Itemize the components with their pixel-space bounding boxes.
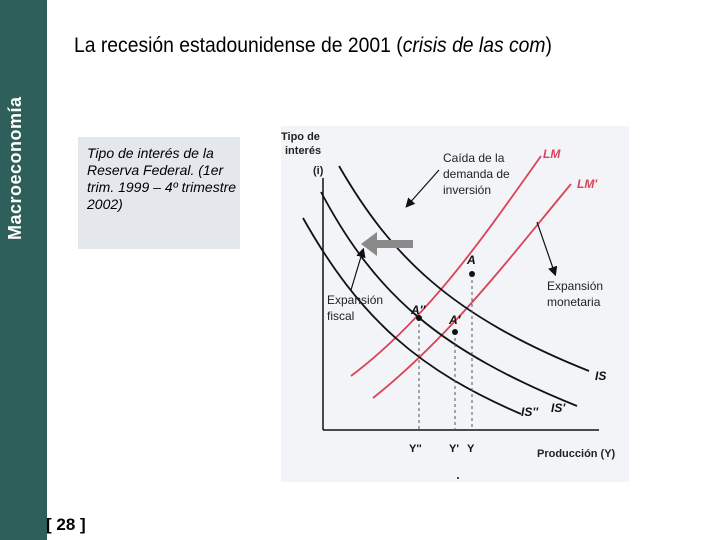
is-prime-label: IS'	[551, 401, 566, 415]
is-double-label: IS''	[521, 405, 539, 419]
tick-y-double: Y''	[409, 443, 422, 455]
monetary-pointer	[537, 222, 555, 274]
lm-label: LM	[543, 147, 561, 161]
investment-pointer	[407, 170, 439, 206]
tick-y: Y	[467, 443, 475, 455]
title-italic: crisis de las com	[402, 34, 546, 57]
tick-y-prime: Y'	[449, 443, 459, 455]
is-label: IS	[595, 369, 607, 383]
slide-title	[74, 34, 552, 58]
annot-investment-3: inversión	[443, 183, 492, 197]
point-a-double-label: A''	[411, 303, 426, 317]
point-a	[469, 271, 475, 277]
y-axis-label-1: Tipo de	[281, 131, 320, 143]
fiscal-pointer	[351, 250, 363, 290]
annot-fiscal-2: fiscal	[327, 309, 355, 323]
title-end: )	[545, 34, 552, 57]
x-axis-label: Producción (Y)	[537, 448, 616, 460]
caption-text: Tipo de interés de la Reserva Federal. (1er trim. 1999 – 4º trimestre 2002)	[87, 145, 237, 212]
y-axis-label-3: (i)	[313, 165, 324, 177]
sidebar-notch	[47, 0, 63, 44]
annot-monetary-2: monetaria	[547, 295, 601, 309]
page-number: [ 28 ]	[46, 515, 86, 534]
is-lm-diagram	[281, 126, 629, 482]
point-a-prime	[452, 329, 458, 335]
y-axis-label-2: interés	[285, 145, 322, 157]
point-a-label: A	[467, 253, 476, 267]
point-a-prime-label: A'	[449, 313, 461, 327]
sidebar-band	[0, 0, 47, 540]
annot-investment-1: Caída de la	[443, 151, 505, 165]
is-lm-svg	[281, 126, 629, 482]
title-main: La recesión estadounidense de 2001 (	[74, 34, 403, 57]
annot-investment-2: demanda de	[443, 167, 510, 181]
lm-prime-label: LM'	[577, 177, 598, 191]
caption-box	[78, 137, 240, 249]
annot-monetary-1: Expansión	[547, 279, 604, 293]
sidebar-label: Macroeconomía	[5, 96, 25, 240]
annot-fiscal-1: Expansión	[327, 293, 384, 307]
